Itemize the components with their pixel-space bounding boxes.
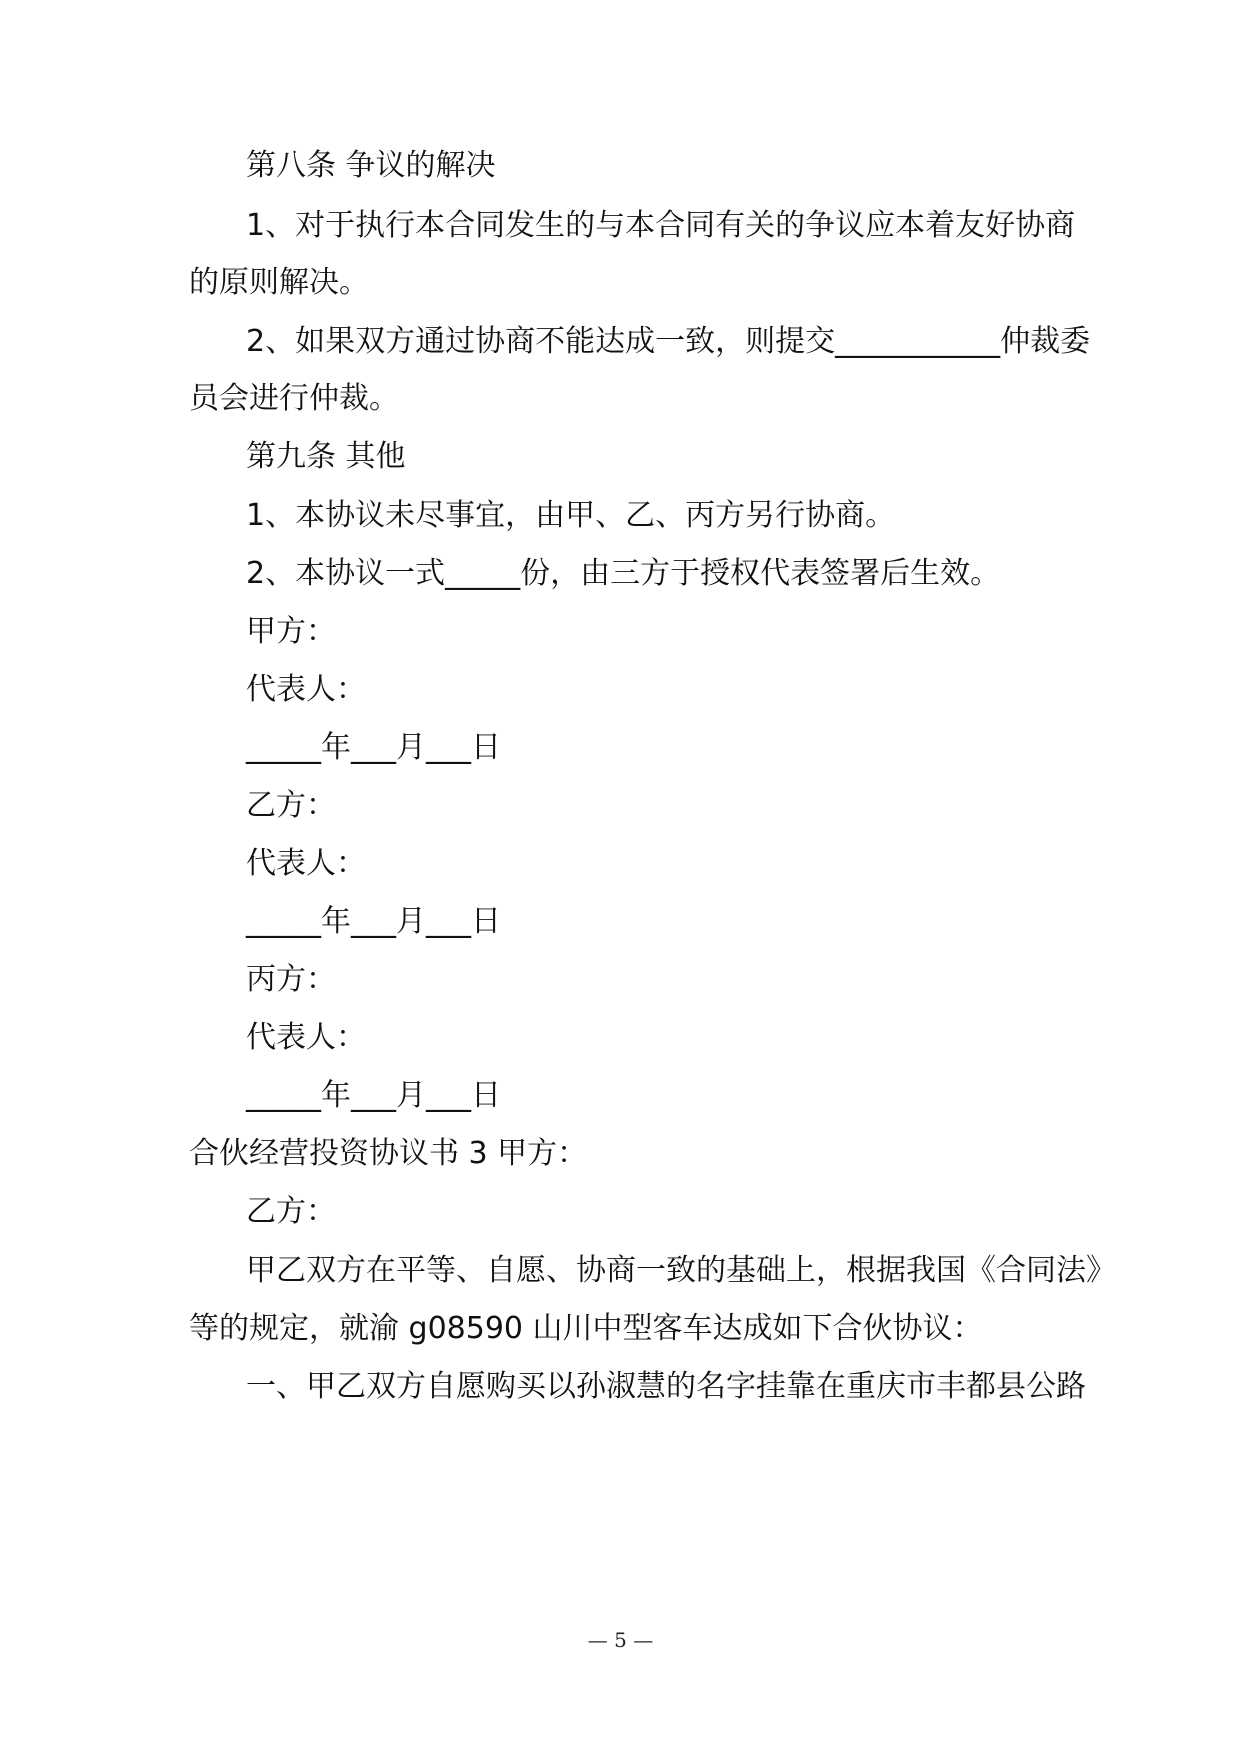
agreement-3-party-b: 乙方： (246, 1194, 336, 1229)
agreement-3-item-1: 一、甲乙双方自愿购买以孙淑慧的名字挂靠在重庆市丰都县公路 (246, 1369, 1086, 1404)
party-a-date: _____年___月___日 (246, 730, 501, 765)
page-number: — 5 — (587, 1628, 654, 1652)
party-b-representative: 代表人： (246, 846, 366, 881)
party-c-date: _____年___月___日 (246, 1078, 501, 1113)
agreement-3-preamble-line-1: 甲乙双方在平等、自愿、协商一致的基础上，根据我国《合同法》 (246, 1253, 1116, 1288)
article-8-heading: 第八条 争议的解决 (246, 148, 496, 183)
party-c-label: 丙方： (246, 962, 336, 997)
party-a-label: 甲方： (246, 614, 336, 649)
article-8-clause-1-line-2: 的原则解决。 (189, 265, 369, 300)
article-9-clause-2: 2、本协议一式_____份，由三方于授权代表签署后生效。 (246, 556, 1001, 591)
party-a-representative: 代表人： (246, 672, 366, 707)
article-9-heading: 第九条 其他 (246, 439, 406, 474)
party-b-date: _____年___月___日 (246, 904, 501, 939)
agreement-3-preamble-line-2: 等的规定，就渝 g08590 山川中型客车达成如下合伙协议： (189, 1311, 983, 1346)
agreement-3-title: 合伙经营投资协议书 3 甲方： (189, 1136, 588, 1171)
article-9-clause-1: 1、本协议未尽事宜，由甲、乙、丙方另行协商。 (246, 498, 896, 533)
article-8-clause-1-line-1: 1、对于执行本合同发生的与本合同有关的争议应本着友好协商 (246, 208, 1076, 243)
article-8-clause-2-line-1: 2、如果双方通过协商不能达成一致，则提交___________仲裁委 (246, 324, 1091, 359)
party-c-representative: 代表人： (246, 1020, 366, 1055)
article-8-clause-2-line-2: 员会进行仲裁。 (189, 381, 399, 416)
party-b-label: 乙方： (246, 788, 336, 823)
